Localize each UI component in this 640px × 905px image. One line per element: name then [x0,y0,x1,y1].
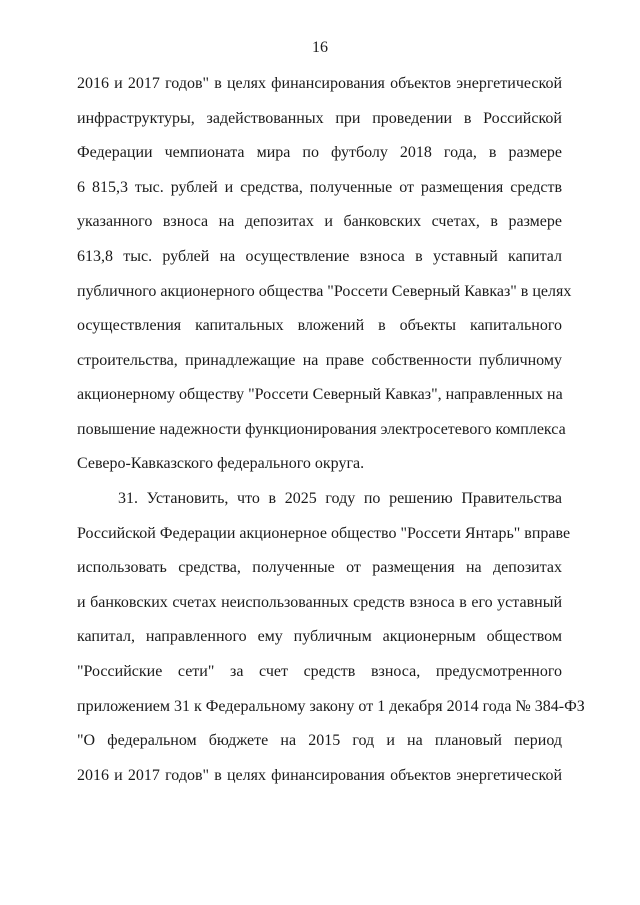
page-number: 16 [312,39,328,56]
text-line: Северо-Кавказского федерального округа. [77,455,365,472]
text-line: инфраструктуры, задействованных при проведении в Российской [77,110,562,127]
text-line: акционерному обществу "Россети Северный Кавказ", направленных на [77,386,563,403]
text-line: 613,8 тыс. рублей на осуществление взноса в уставный капитал [77,248,562,265]
text-line: публичного акционерного общества "Россети Северный Кавказ" в целях [77,283,572,300]
text-line: капитал, направленного ему публичным акционерным обществом [77,628,562,645]
text-line: строительства, принадлежащие на праве собственности публичному [77,352,562,369]
text-line: осуществления капитальных вложений в объекты капитального [77,317,562,334]
text-line: использовать средства, полученные от размещения на депозитах [77,559,562,576]
text-line: приложением 31 к Федеральному закону от 1 декабря 2014 года № 384-ФЗ [77,698,585,715]
text-line: Российской Федерации акционерное общество "Россети Янтарь" вправе [77,525,571,542]
text-line: повышение надежности функционирования электросетевого комплекса [77,421,566,438]
text-line: Федерации чемпионата мира по футболу 2018 года, в размере [77,144,562,161]
text-line: "О федеральном бюджете на 2015 год и на плановый период [77,732,562,749]
text-line: указанного взноса на депозитах и банковских счетах, в размере [77,213,562,230]
text-line: и банковских счетах неиспользованных средств взноса в его уставный [77,594,562,611]
text-line: 6 815,3 тыс. рублей и средства, полученные от размещения средств [77,179,562,196]
text-line: 2016 и 2017 годов" в целях финансирования объектов энергетической [77,75,562,92]
text-line: 2016 и 2017 годов" в целях финансирования объектов энергетической [77,767,562,784]
paragraph-start-line: 31. Установить, что в 2025 году по решению Правительства [118,490,562,507]
text-line: "Российские сети" за счет средств взноса, предусмотренного [77,663,562,680]
